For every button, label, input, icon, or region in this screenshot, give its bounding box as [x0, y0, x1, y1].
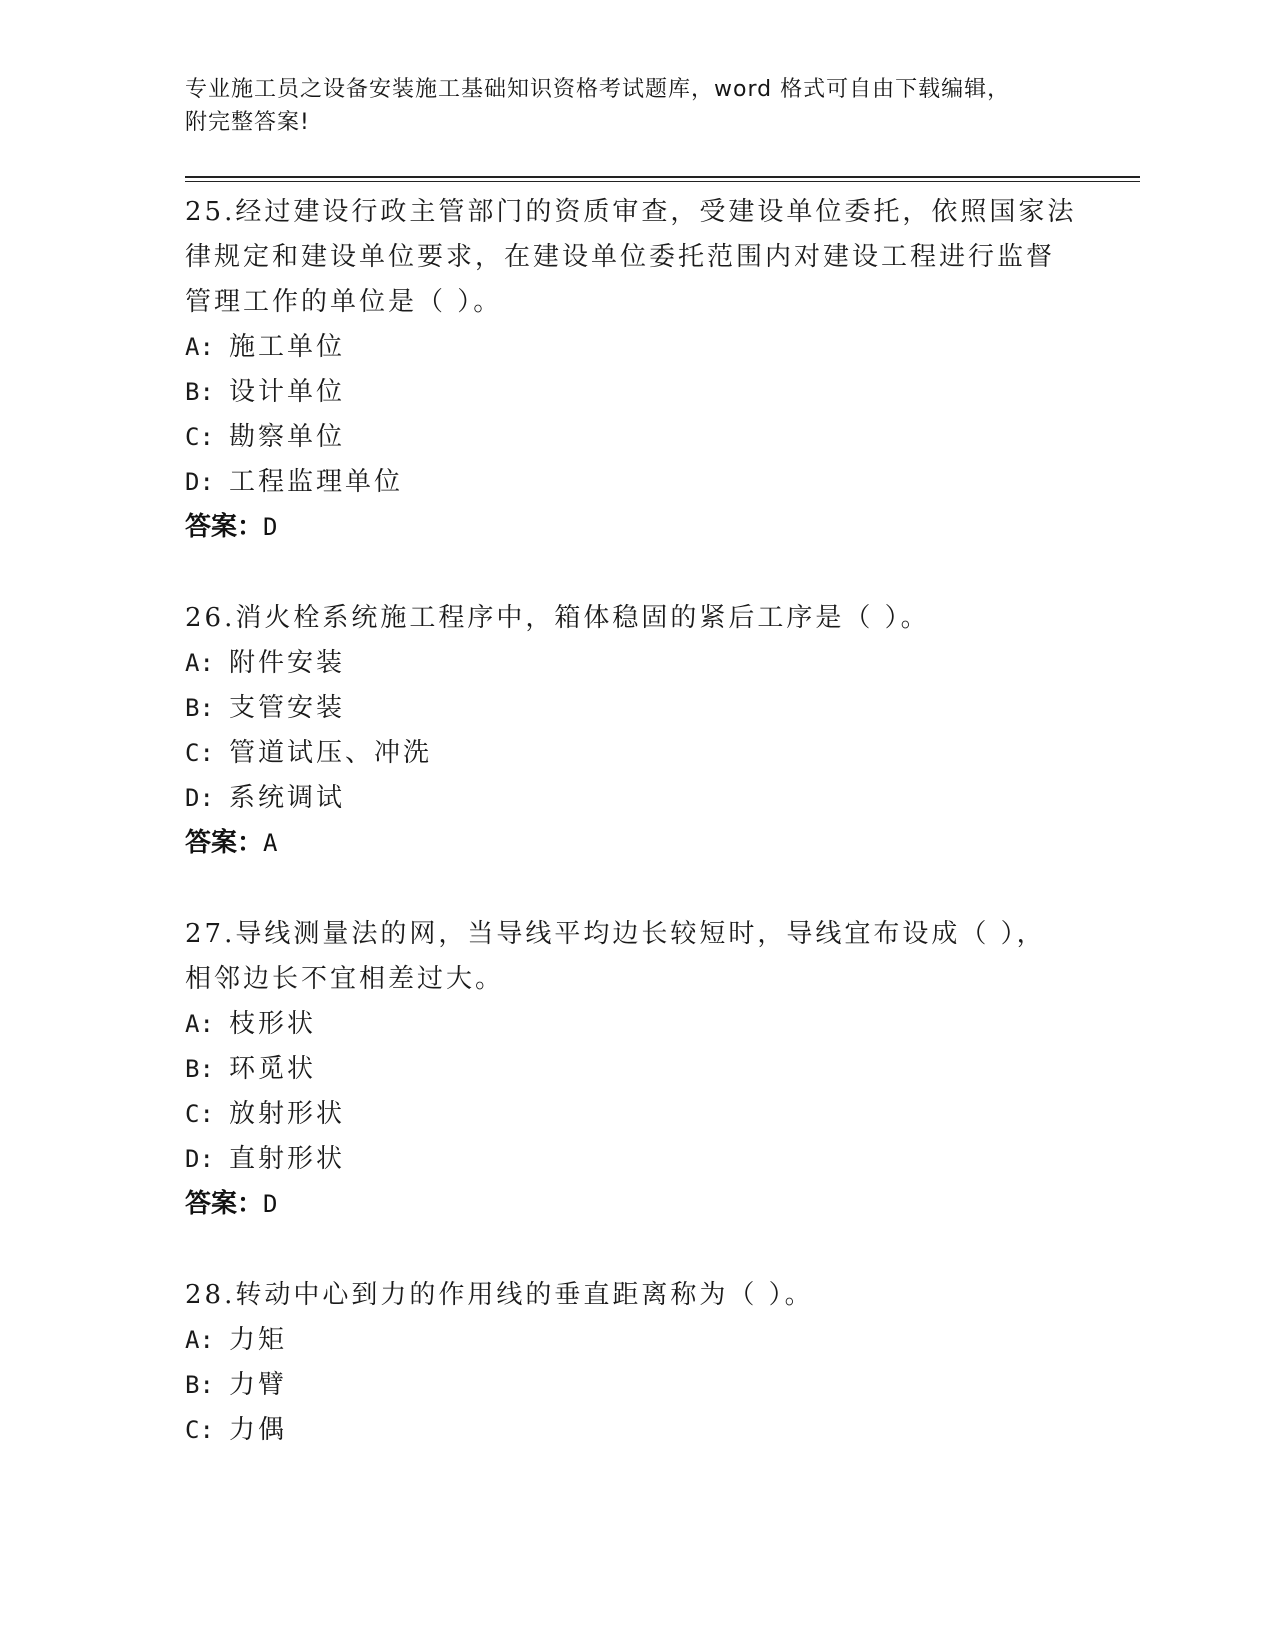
option-c — [185, 1408, 1085, 1453]
question-stem — [185, 1273, 1085, 1318]
option-key: D: — [185, 784, 214, 812]
answer-value: D — [263, 1190, 278, 1218]
option-key: B: — [185, 1371, 214, 1399]
stem-line: 律规定和建设单位要求，在建设单位委托范围内对建设工程进行监督 — [185, 242, 1056, 272]
stem-line: 相邻边长不宜相差过大。 — [185, 964, 505, 994]
option-b — [185, 370, 1085, 415]
header-divider-thin — [185, 181, 1140, 182]
option-text: 工程监理单位 — [229, 467, 404, 497]
option-key: D: — [185, 1145, 214, 1173]
option-key: A: — [185, 649, 214, 677]
option-text: 支管安装 — [229, 693, 346, 723]
option-key: C: — [185, 1100, 214, 1128]
answer-label: 答案： — [185, 1189, 264, 1219]
answer-value: D — [263, 513, 278, 541]
option-c — [185, 731, 1085, 776]
option-d — [185, 460, 1085, 505]
question-stem — [185, 190, 1085, 325]
option-text: 附件安装 — [229, 648, 346, 678]
option-a — [185, 1318, 1085, 1363]
answer-line — [185, 505, 1085, 550]
option-text: 力矩 — [229, 1325, 288, 1355]
option-text: 直射形状 — [229, 1144, 346, 1174]
option-a — [185, 1002, 1085, 1047]
option-text: 力偶 — [229, 1415, 288, 1445]
option-a — [185, 641, 1085, 686]
answer-label: 答案： — [185, 828, 264, 858]
stem-line: 28.转动中心到力的作用线的垂直距离称为（ ）。 — [185, 1280, 814, 1310]
option-text: 放射形状 — [229, 1099, 346, 1129]
option-b — [185, 1363, 1085, 1408]
header-line-2: 附完整答案! — [185, 110, 310, 135]
option-c — [185, 415, 1085, 460]
question-26 — [185, 596, 1085, 866]
question-28 — [185, 1273, 1085, 1453]
option-c — [185, 1092, 1085, 1137]
option-key: A: — [185, 333, 214, 361]
option-key: D: — [185, 468, 214, 496]
stem-line: 26.消火栓系统施工程序中，箱体稳固的紧后工序是（ ）。 — [185, 603, 930, 633]
option-key: B: — [185, 1055, 214, 1083]
question-spacer — [185, 550, 1085, 596]
option-text: 勘察单位 — [229, 422, 346, 452]
header-line-1: 专业施工员之设备安装施工基础知识资格考试题库，word 格式可自由下载编辑， — [185, 77, 1011, 102]
question-spacer — [185, 866, 1085, 912]
stem-line: 管理工作的单位是（ ）。 — [185, 287, 503, 317]
option-b — [185, 686, 1085, 731]
option-text: 设计单位 — [229, 377, 346, 407]
option-a — [185, 325, 1085, 370]
question-27 — [185, 912, 1085, 1227]
answer-line — [185, 821, 1085, 866]
option-key: C: — [185, 739, 214, 767]
answer-value: A — [263, 829, 278, 857]
option-key: C: — [185, 1416, 214, 1444]
option-text: 力臂 — [229, 1370, 288, 1400]
option-text: 环觅状 — [229, 1054, 317, 1084]
option-key: A: — [185, 1326, 214, 1354]
option-text: 施工单位 — [229, 332, 346, 362]
question-25 — [185, 190, 1085, 550]
option-d — [185, 1137, 1085, 1182]
header-divider-thick — [185, 176, 1140, 178]
question-list — [185, 190, 1085, 1453]
question-spacer — [185, 1227, 1085, 1273]
question-stem — [185, 596, 1085, 641]
question-stem — [185, 912, 1085, 1002]
answer-label: 答案： — [185, 512, 264, 542]
option-text: 枝形状 — [229, 1009, 317, 1039]
answer-line — [185, 1182, 1085, 1227]
document-header — [185, 73, 1085, 139]
option-key: C: — [185, 423, 214, 451]
option-key: B: — [185, 694, 214, 722]
stem-line: 27.导线测量法的网，当导线平均边长较短时，导线宜布设成（ ）， — [185, 919, 1046, 949]
option-key: A: — [185, 1010, 214, 1038]
option-text: 系统调试 — [229, 783, 346, 813]
option-d — [185, 776, 1085, 821]
option-b — [185, 1047, 1085, 1092]
option-text: 管道试压、冲洗 — [229, 738, 433, 768]
stem-line: 25.经过建设行政主管部门的资质审查，受建设单位委托，依照国家法 — [185, 197, 1077, 227]
option-key: B: — [185, 378, 214, 406]
